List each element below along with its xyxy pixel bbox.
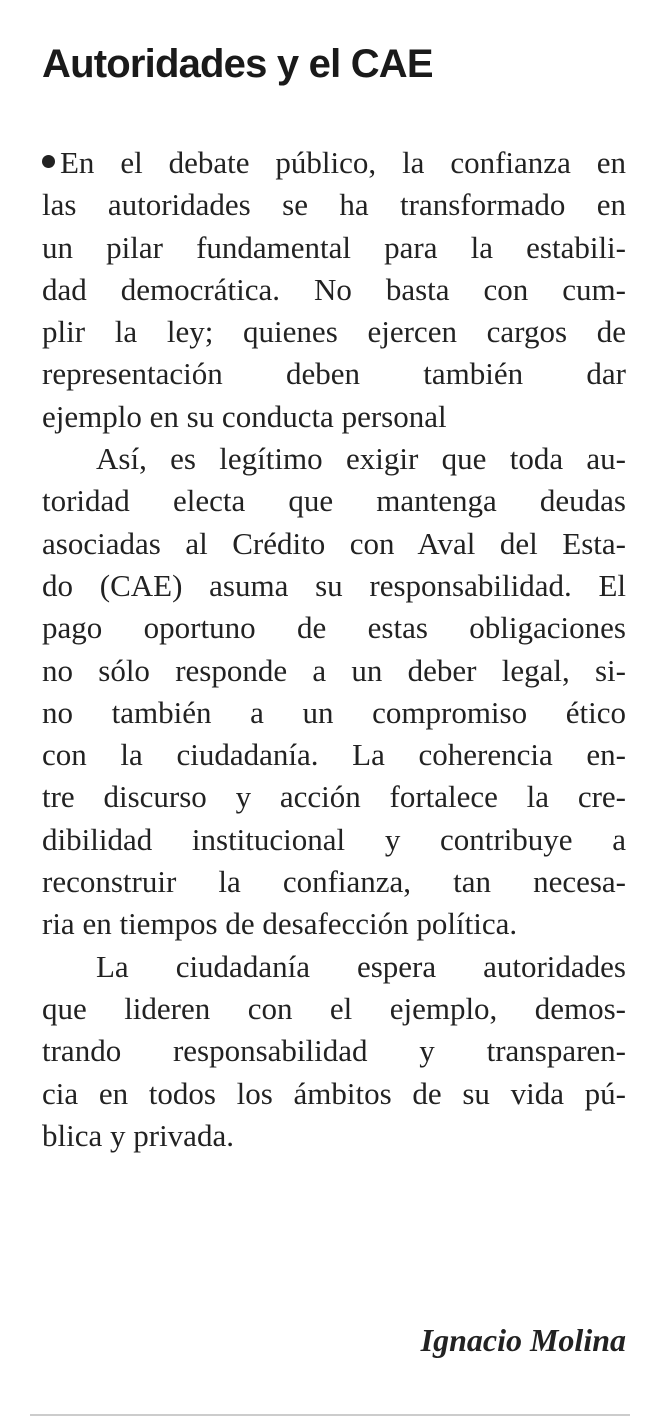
body-line: representación deben también dar bbox=[42, 356, 626, 392]
body-line: dad democrática. No basta con cum- bbox=[42, 271, 626, 307]
body-line: pago oportuno de estas obligaciones bbox=[42, 610, 626, 646]
body-line: ejemplo en su conducta personal bbox=[42, 398, 447, 434]
body-line: plir la ley; quienes ejercen cargos de bbox=[42, 314, 626, 350]
body-line: reconstruir la confianza, tan necesa- bbox=[42, 864, 626, 900]
body-line: que lideren con el ejemplo, demos- bbox=[42, 990, 626, 1026]
body-line: Así, es legítimo exigir que toda au- bbox=[96, 441, 626, 477]
body-line: las autoridades se ha transformado en bbox=[42, 187, 626, 223]
body-line: no sólo responde a un deber legal, si- bbox=[42, 652, 626, 688]
body-line: tre discurso y acción fortalece la cre- bbox=[42, 779, 626, 815]
body-line: do (CAE) asuma su responsabilidad. El bbox=[42, 567, 626, 603]
body-line: ria en tiempos de desafección política. bbox=[42, 906, 518, 942]
body-line: blica y privada. bbox=[42, 1117, 234, 1153]
body-line: no también a un compromiso ético bbox=[42, 694, 626, 730]
body-line: cia en todos los ámbitos de su vida pú- bbox=[42, 1075, 626, 1111]
bullet-icon bbox=[42, 155, 55, 168]
body-line: dibilidad institucional y contribuye a bbox=[42, 821, 626, 857]
body-line: un pilar fundamental para la estabili- bbox=[42, 229, 626, 265]
author-signature: Ignacio Molina bbox=[420, 1322, 626, 1358]
body-line: En el debate público, la confianza en bbox=[42, 142, 626, 184]
body-line: asociadas al Crédito con Aval del Esta- bbox=[42, 525, 626, 561]
article-body bbox=[42, 142, 626, 1157]
divider bbox=[30, 1414, 630, 1416]
body-line: trando responsabilidad y transparen- bbox=[42, 1033, 626, 1069]
article-title: Autoridades y el CAE bbox=[42, 42, 433, 86]
body-line: con la ciudadanía. La coherencia en- bbox=[42, 737, 626, 773]
body-line: La ciudadanía espera autoridades bbox=[96, 948, 626, 984]
body-line: toridad electa que mantenga deudas bbox=[42, 483, 626, 519]
